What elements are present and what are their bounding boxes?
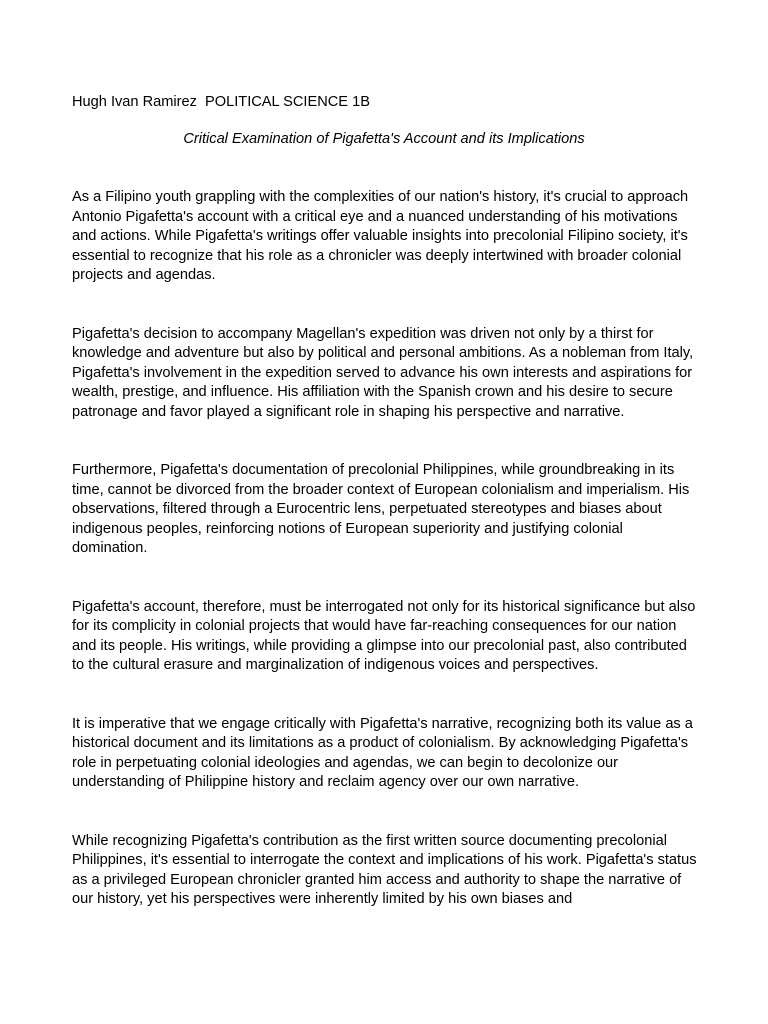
paragraph: Furthermore, Pigafetta's documentation of precolonial Philippines, while groundbreaking in its time, cannot be divorced from the broader context of European colonialism and imperialism. His observations, filtered through a Eurocentric lens, perpetuated stereotypes and biases about indigenous peoples, reinforcing notions of European superiority and justifying colonial domination. <box>72 462 690 556</box>
author-course-line: Hugh Ivan Ramirez POLITICAL SCIENCE 1B <box>72 94 370 110</box>
paragraph: Pigafetta's account, therefore, must be interrogated not only for its historical significance but also for its complicity in colonial projects that would have far-reaching consequences for our nation and its people. His writings, while providing a glimpse into our precolonial past, also contributed to the cultural erasure and marginalization of indigenous voices and perspectives. <box>72 598 696 673</box>
paragraph: While recognizing Pigafetta's contribution as the first written source documenting precolonial Philippines, it's essential to interrogate the context and implications of his work. Pigafetta's status as a privileged European chronicler granted him access and authority to shape the narrative of our history, yet his perspectives were inherently limited by his own biases and <box>72 832 697 907</box>
paragraph: It is imperative that we engage critically with Pigafetta's narrative, recognizing both its value as a historical document and its limitations as a product of colonialism. By acknowledging Pigafetta's role in perpetuating colonial ideologies and agendas, we can begin to decolonize our understanding of Philippine history and reclaim agency over our own narrative. <box>72 715 693 790</box>
document-title: Critical Examination of Pigafetta's Account and its Implications <box>183 130 585 147</box>
paragraph: Pigafetta's decision to accompany Magellan's expedition was driven not only by a thirst for knowledge and adventure but also by political and personal ambitions. As a nobleman from Italy, Pigafetta's involvement in the expedition served to advance his own interests and aspirations for wealth, prestige, and influence. His affiliation with the Spanish crown and his desire to secure patronage and favor played a significant role in shaping his perspective and narrative. <box>72 325 694 420</box>
body-text <box>72 188 696 910</box>
paragraph: As a Filipino youth grappling with the complexities of our nation's history, it's crucial to approach Antonio Pigafetta's account with a critical eye and a nuanced understanding of his motivations and actions. While Pigafetta's writings offer valuable insights into precolonial Filipino society, it's essential to recognize that his role as a chronicler was deeply intertwined with broader colonial projects and agendas. <box>72 189 689 283</box>
